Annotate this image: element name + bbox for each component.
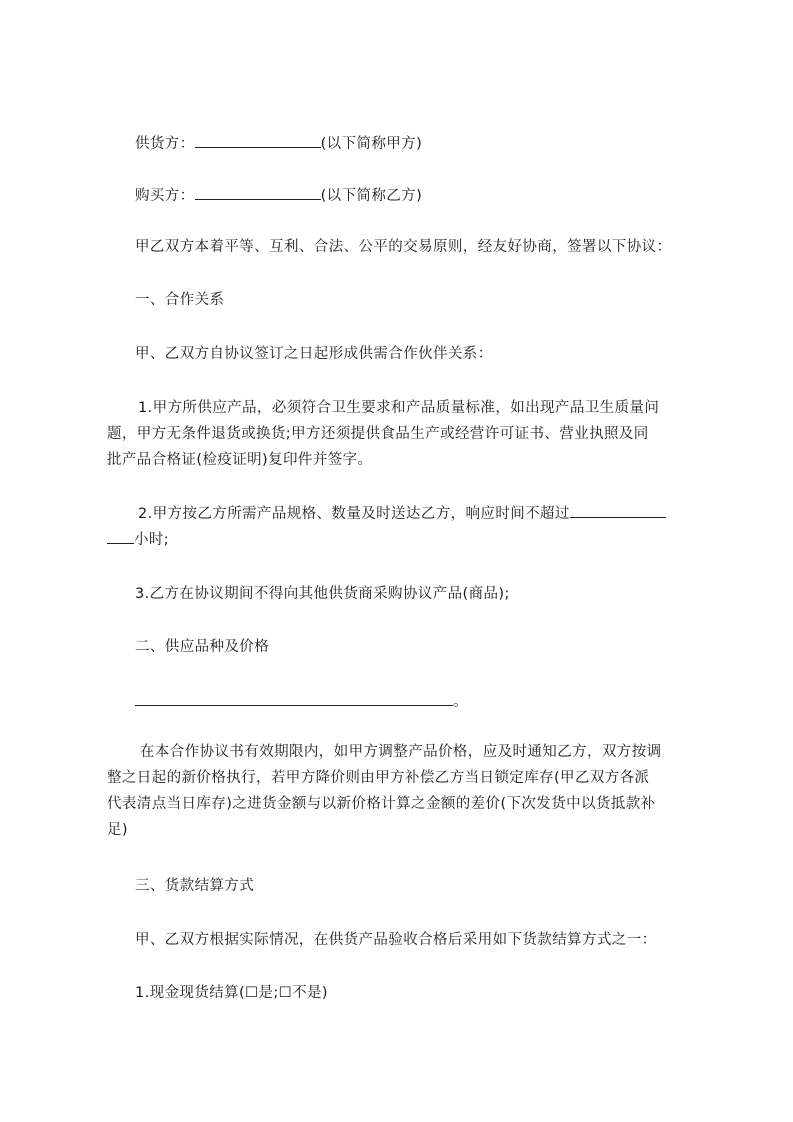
supplier-line [135, 133, 422, 153]
product-price-suffix: 。 [453, 694, 468, 710]
section1-item1-line2: 题，甲方无条件退货或换货;甲方还须提供食品生产或经营许可证书、营业执照及同 [107, 426, 649, 442]
section1-item2-line2 [107, 527, 666, 553]
section1-item2-text: 2.甲方按乙方所需产品规格、数量及时送达乙方，响应时间不超过 [138, 506, 570, 522]
product-price-blank-line [135, 691, 468, 711]
buyer-blank [195, 185, 321, 200]
section1-item1-line3: 批产品合格证(检疫证明)复印件并签字。 [107, 452, 373, 468]
intro-paragraph: 甲乙双方本着平等、互利、合法、公平的交易原则，经友好协商，签署以下协议： [135, 239, 672, 255]
section2-paragraph-line2: 整之日起的新价格执行，若甲方降价则由甲方补偿乙方当日锁定库存(甲乙双方各派 [107, 770, 650, 786]
section1-title: 一、合作关系 [135, 292, 225, 308]
section1-item3: 3.乙方在协议期间不得向其他供货商采购协议产品(商品); [135, 586, 510, 602]
buyer-line [135, 185, 422, 205]
section2-paragraph [107, 739, 662, 843]
supplier-label: 供货方： [135, 136, 195, 152]
section1-lead: 甲、乙双方自协议签订之日起形成供需合作伙伴关系： [135, 346, 493, 362]
supplier-note: (以下简称甲方) [320, 136, 423, 152]
section3-item1: 1.现金现货结算(☐是;☐不是) [135, 985, 328, 1001]
buyer-note: (以下简称乙方) [320, 188, 423, 204]
response-time-blank-1 [570, 503, 666, 518]
buyer-label: 购买方： [135, 188, 195, 204]
supplier-blank [195, 133, 321, 148]
section1-item2-line1 [107, 501, 666, 527]
section2-title: 二、供应品种及价格 [135, 639, 270, 655]
section1-item1 [107, 395, 659, 473]
section3-title: 三、货款结算方式 [135, 878, 255, 894]
product-price-blank [135, 691, 453, 706]
response-time-blank-2 [107, 529, 134, 544]
section2-paragraph-line3: 代表清点当日库存)之进货金额与以新价格计算之金额的差价(下次发货中以货抵款补 [107, 796, 656, 812]
section1-item2-suffix: 小时; [134, 532, 170, 548]
section2-paragraph-line4: 足) [107, 822, 128, 838]
section3-lead: 甲、乙双方根据实际情况，在供货产品验收合格后采用如下货款结算方式之一： [135, 932, 657, 948]
section1-item1-line1: 1.甲方所供应产品，必须符合卫生要求和产品质量标准，如出现产品卫生质量问 [138, 400, 660, 416]
section1-item2 [107, 501, 666, 553]
section2-paragraph-line1: 在本合作协议书有效期限内，如甲方调整产品价格，应及时通知乙方，双方按调 [140, 744, 662, 760]
